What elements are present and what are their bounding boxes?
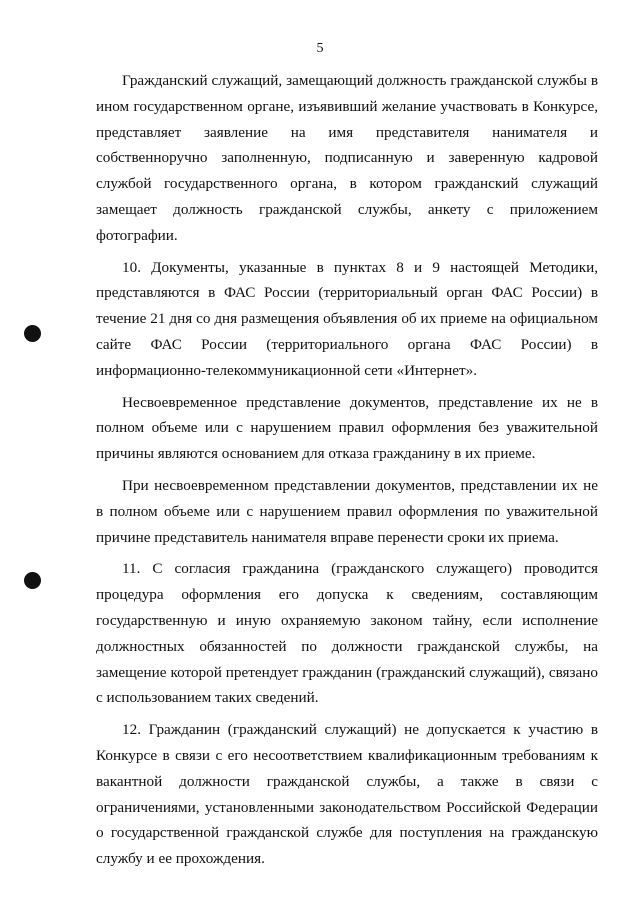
page-number: 5 xyxy=(316,41,324,56)
paragraph-untimely-valid-reason: При несвоевременном представлении документов, представлении их не в полном объеме или с нарушением правил оформления по уважительной причине представитель нанимателя вправе перенести сроки их приема. xyxy=(96,476,598,546)
paragraph-civil-servant-application: Гражданский служащий, замещающий должность гражданской службы в ином государственном органе, изъявивший желание участвовать в Конкурсе, представляет заявление на имя представителя нанимателя и собственноручно заполненную, подписанную и заверенную кадровой службой государственного органа, в котором гражданский служащий замещает должность гражданской службы, анкету с приложением фотографии. xyxy=(96,72,598,244)
punch-hole-mark xyxy=(24,325,41,342)
paragraph-11-secret-access: 11. С согласия гражданина (гражданского служащего) проводится процедура оформления его допуска к сведениям, составляющим государственную и иную охраняемую законом тайну, если исполнение должностных обязанностей по должности гражданской службы, на замещение которой претендует гражданин (гражданский служащий), связано с использованием таких сведений. xyxy=(96,560,598,707)
document-body xyxy=(96,68,598,872)
punch-hole-mark xyxy=(24,572,41,589)
paragraph-12-not-admitted: 12. Гражданин (гражданский служащий) не допускается к участию в Конкурсе в связи с его несоответствием квалификационным требованиям к вакантной должности гражданской службы, а также в связи с ограничениями, установленными законодательством Российской Федерации о государственной гражданской службе для поступления на гражданскую службу и ее прохождения. xyxy=(96,721,598,868)
paragraph-10-documents-submission: 10. Документы, указанные в пунктах 8 и 9 настоящей Методики, представляются в ФАС России (территориальный орган ФАС России) в течение 21 дня со дня размещения объявления об их приеме на официальном сайте ФАС России (территориального органа ФАС России) в информационно-телекоммуникационной сети «Интернет». xyxy=(96,258,598,379)
paragraph-untimely-refusal: Несвоевременное представление документов, представление их не в полном объеме или с нарушением правил оформления без уважительной причины являются основанием для отказа гражданину в их приеме. xyxy=(96,393,598,463)
